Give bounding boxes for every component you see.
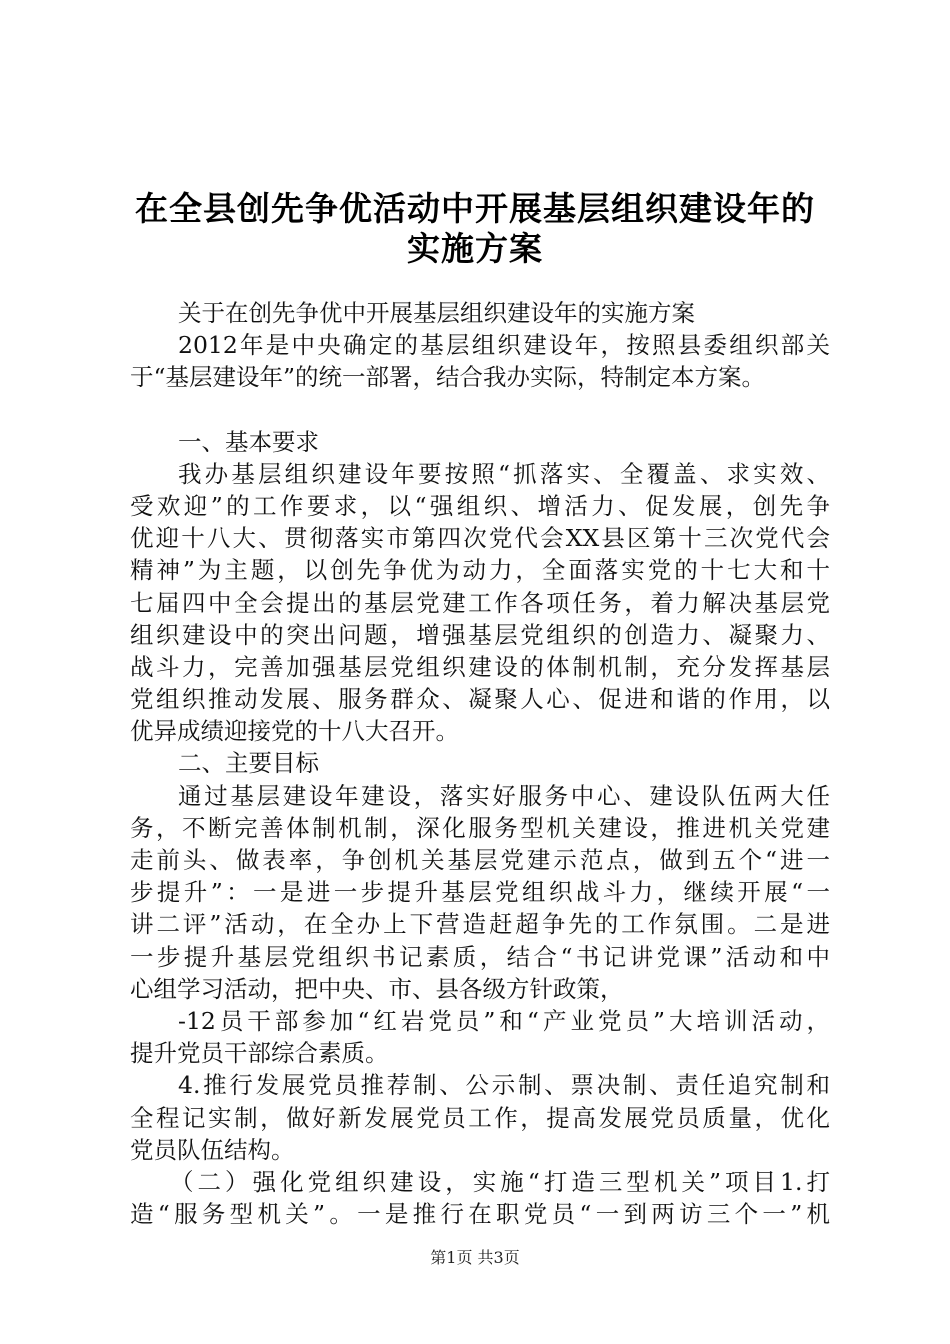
paragraph-line: 提升党员干部综合素质。 (130, 1039, 389, 1068)
paragraph-line: 造“服务型机关”。一是推行在职党员“一到两访三个一”机 (130, 1200, 830, 1229)
document-body (130, 297, 830, 1230)
paragraph-line: 通过基层建设年建设，落实好服务中心、建设队伍两大任 (178, 781, 830, 810)
paragraph-line: 优迎十八大、贯彻落实市第四次党代会XX县区第十三次党代会 (130, 524, 830, 553)
paragraph-line: 精神”为主题，以创先争优为动力，全面落实党的十七大和十 (130, 556, 830, 585)
paragraph-line: -12员干部参加“红岩党员”和“产业党员”大培训活动， (178, 1006, 830, 1035)
subtitle-line: 关于在创先争优中开展基层组织建设年的实施方案 (178, 299, 695, 327)
paragraph-line: 党组织推动发展、服务群众、凝聚人心、促进和谐的作用，以 (130, 685, 830, 714)
paragraph-line: （二）强化党组织建设，实施“打造三型机关”项目1.打 (170, 1167, 830, 1196)
paragraph-line: 全程记实制，做好新发展党员工作，提高发展党员质量，优化 (130, 1103, 830, 1132)
document-title-line-2: 实施方案 (407, 229, 543, 268)
paragraph-line: 2012年是中央确定的基层组织建设年，按照县委组织部关 (178, 331, 830, 360)
paragraph-line: 一步提升基层党组织书记素质，结合“书记讲党课”活动和中 (130, 942, 830, 971)
paragraph-line: 务，不断完善体制机制，深化服务型机关建设，推进机关党建 (130, 813, 830, 842)
paragraph-line: 我办基层组织建设年要按照“抓落实、全覆盖、求实效、 (178, 459, 830, 488)
paragraph-line: 走前头、做表率，争创机关基层党建示范点，做到五个“进一 (130, 846, 830, 874)
paragraph-line: 优异成绩迎接党的十八大召开。 (130, 717, 459, 746)
document-title-line-1: 在全县创先争优活动中开展基层组织建设年的 (135, 189, 815, 228)
paragraph-line: 心组学习活动，把中央、市、县各级方针政策， (130, 974, 624, 1003)
paragraph-line: 组织建设中的突出问题，增强基层党组织的创造力、凝聚力、 (130, 620, 830, 649)
paragraph-line: 4.推行发展党员推荐制、公示制、票决制、责任追究制和 (178, 1071, 830, 1100)
paragraph-line: 战斗力，完善加强基层党组织建设的体制机制，充分发挥基层 (130, 652, 830, 681)
paragraph-line: 于“基层建设年”的统一部署，结合我办实际，特制定本方案。 (130, 363, 766, 392)
paragraph-line: 讲二评”活动，在全办上下营造赶超争先的工作氛围。二是进 (130, 910, 830, 939)
section-heading: 二、主要目标 (178, 749, 319, 778)
paragraph-line: 步提升”：一是进一步提升基层党组织战斗力，继续开展“一 (130, 878, 830, 907)
section-heading: 一、基本要求 (178, 427, 319, 456)
paragraph-line: 党员队伍结构。 (130, 1135, 295, 1164)
paragraph-line: 七届四中全会提出的基层党建工作各项任务，着力解决基层党 (130, 588, 830, 617)
blank-line (130, 394, 830, 426)
paragraph-line: 受欢迎”的工作要求，以“强组织、增活力、促发展，创先争 (130, 491, 830, 520)
page-footer: 第1页 共3页 (430, 1248, 520, 1267)
